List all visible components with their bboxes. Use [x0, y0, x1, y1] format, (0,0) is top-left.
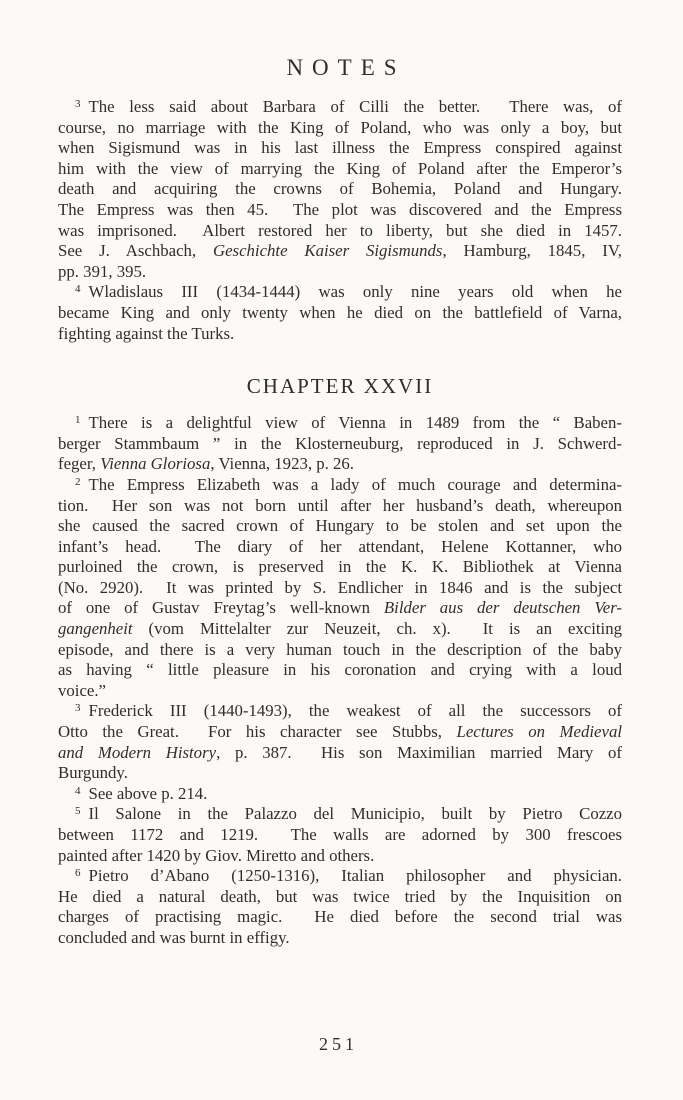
text-segment: There is a delightful view of Vienna in 1489 from the “ Baben- — [88, 413, 622, 433]
page-number: 251 — [319, 1034, 358, 1054]
note-line — [58, 537, 622, 558]
text-segment: gangenheit — [58, 619, 133, 639]
note-line — [58, 640, 622, 661]
text-segment: concluded and was burnt in effigy. — [58, 927, 290, 947]
text-segment: between 1172 and 1219. The walls are adorned by 300 frescoes — [58, 825, 622, 844]
footnote-marker: 5 — [75, 805, 81, 818]
text-segment: pp. 391, 395. — [58, 261, 147, 281]
note-line — [58, 722, 622, 743]
note-line — [58, 866, 622, 887]
notes-body — [58, 97, 622, 949]
text-segment: He died a natural death, but was twice tried by the Inquisition on — [58, 886, 622, 906]
text-segment: Pietro d’Abano (1250-1316), Italian philosopher and physician. — [88, 866, 622, 886]
note-line — [58, 763, 622, 784]
note-line — [58, 681, 622, 702]
text-segment: when Sigismund was in his last illness the Empress conspired against — [58, 138, 622, 158]
note-line — [58, 887, 622, 908]
note-line — [58, 846, 622, 867]
note-line — [58, 475, 622, 496]
footnote-marker: 4 — [75, 784, 81, 797]
note-line — [58, 138, 622, 159]
chapter-heading: CHAPTER XXVII — [246, 374, 434, 399]
note-line — [58, 454, 622, 475]
footnote-marker: 1 — [75, 414, 81, 427]
note-line — [58, 413, 622, 434]
note-line — [58, 619, 622, 640]
text-segment: Il Salone in the Palazzo del Municipio, built by Pietro Cozzo — [88, 804, 622, 824]
note-line — [58, 825, 622, 846]
text-segment: painted after 1420 by Giov. Miretto and others. — [58, 845, 375, 865]
note-line — [58, 557, 622, 578]
text-segment: as having “ little pleasure in his coronation and crying with a loud — [58, 660, 622, 680]
note-line — [58, 303, 622, 324]
text-segment: (No. 2920). It was printed by S. Endlicher in 1846 and is the subject — [58, 577, 622, 597]
note-line — [58, 179, 622, 200]
text-segment: berger Stammbaum ” in the Klosterneuburg, reproduced in J. Schwerd- — [58, 433, 622, 453]
footnote-marker: 4 — [75, 283, 81, 296]
text-segment: Vienna Gloriosa — [100, 454, 211, 474]
footnote-marker: 3 — [75, 702, 81, 715]
note-line — [58, 282, 622, 303]
note-line — [58, 516, 622, 537]
note-line — [58, 241, 622, 262]
notes-heading: NOTES — [286, 55, 406, 80]
text-segment: course, no marriage with the King of Poland, who was only a boy, but — [58, 117, 622, 137]
text-segment: (vom Mittelalter zur Neuzeit, ch. x). It is an exciting — [132, 619, 622, 639]
footnote-marker: 6 — [75, 867, 81, 880]
text-segment: feger, — [58, 454, 101, 474]
text-segment: Lectures on Medieval — [456, 722, 622, 742]
note-line — [58, 97, 622, 118]
footnote-marker: 3 — [75, 98, 81, 110]
note-line — [58, 804, 622, 825]
text-segment: fighting against the Turks. — [58, 323, 235, 343]
text-segment: , p. 387. His son Maximilian married Mary of — [216, 742, 622, 762]
text-segment: See J. Aschbach, — [58, 241, 213, 261]
text-segment: death and acquiring the crowns of Bohemia, Poland and Hungary. — [58, 179, 622, 199]
note-line — [58, 743, 622, 764]
text-segment: Bilder aus der deutschen Ver- — [383, 598, 622, 618]
text-segment: The Empress Elizabeth was a lady of much courage and determina- — [88, 474, 622, 494]
text-segment: Wladislaus III (1434-1444) was only nine years old when he — [88, 282, 622, 302]
note-line — [58, 221, 622, 242]
text-segment: The less said about Barbara of Cilli the better. There was, of — [88, 97, 622, 116]
note-line — [58, 200, 622, 221]
text-segment: she caused the sacred crown of Hungary to be stolen and set upon the — [58, 516, 622, 536]
note-line — [58, 262, 622, 283]
text-segment: purloined the crown, is preserved in the K. K. Bibliothek at Vienna — [58, 557, 622, 577]
text-segment: episode, and there is a very human touch in the description of the baby — [58, 639, 622, 659]
note-line — [58, 701, 622, 722]
text-segment: voice.” — [58, 680, 106, 700]
note-line — [58, 598, 622, 619]
text-segment: became King and only twenty when he died on the battlefield of Varna, — [58, 302, 622, 322]
text-segment: The Empress was then 45. The plot was discovered and the Empress — [58, 199, 622, 219]
note-line — [58, 118, 622, 139]
note-line — [58, 159, 622, 180]
text-segment: , Hamburg, 1845, IV, — [442, 241, 622, 261]
text-segment: and Modern History — [58, 742, 217, 762]
note-line — [58, 928, 622, 949]
note-line — [58, 324, 622, 345]
note-line — [58, 434, 622, 455]
text-segment: See above p. 214. — [88, 783, 208, 803]
text-segment: of one of Gustav Freytag’s well-known — [58, 598, 384, 618]
text-segment: Otto the Great. For his character see Stubbs, — [58, 722, 457, 742]
note-line — [58, 578, 622, 599]
footnote-marker: 2 — [75, 475, 81, 488]
text-segment: Burgundy. — [58, 763, 128, 783]
text-segment: Geschichte Kaiser Sigismunds — [212, 241, 443, 261]
note-line — [58, 907, 622, 928]
text-segment: infant’s head. The diary of her attendant, Helene Kottanner, who — [58, 536, 622, 556]
text-segment: , Vienna, 1923, p. 26. — [210, 454, 354, 474]
note-line — [58, 784, 622, 805]
text-segment: was imprisoned. Albert restored her to liberty, but she died in 1457. — [58, 220, 622, 240]
text-segment: Frederick III (1440-1493), the weakest of all the successors of — [88, 701, 622, 721]
text-segment: him with the view of marrying the King of Poland after the Emperor’s — [58, 158, 622, 178]
note-line — [58, 660, 622, 681]
text-segment: tion. Her son was not born until after her husband’s death, whereupon — [58, 495, 622, 515]
note-line — [58, 496, 622, 517]
text-segment: charges of practising magic. He died before the second trial was — [58, 907, 622, 927]
